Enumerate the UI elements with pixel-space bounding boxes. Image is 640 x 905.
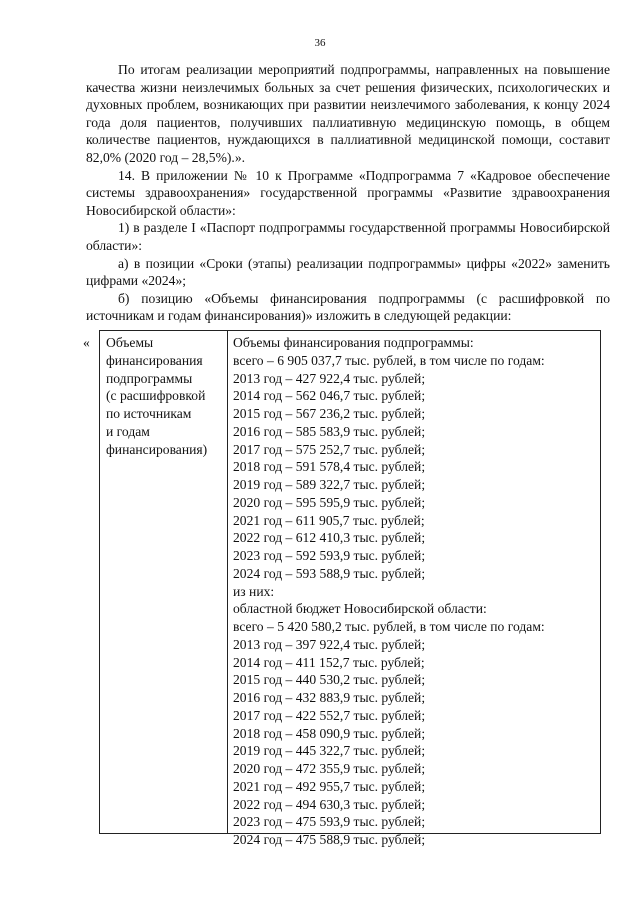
label-line: Объемы	[106, 335, 154, 350]
content-line: 2017 год – 575 252,7 тыс. рублей;	[233, 441, 426, 457]
content-line: 2018 год – 458 090,9 тыс. рублей;	[233, 725, 426, 741]
content-line: всего – 5 420 580,2 тыс. рублей, в том числе по годам:	[233, 619, 545, 634]
content-line: из них:	[233, 583, 275, 599]
content-line: 2022 год – 494 630,3 тыс. рублей;	[233, 796, 426, 812]
content-line: 2014 год – 562 046,7 тыс. рублей;	[233, 388, 426, 404]
financing-table	[99, 330, 601, 847]
label-line: финансирования	[106, 352, 203, 368]
financing-content-cell	[228, 331, 600, 847]
content-line: 2022 год – 612 410,3 тыс. рублей;	[233, 530, 426, 546]
content-line: 2018 год – 591 578,4 тыс. рублей;	[233, 459, 426, 475]
content-line: 2020 год – 595 595,9 тыс. рублей;	[233, 494, 426, 510]
paragraph-section-1: 1) в разделе I «Паспорт подпрограммы государственной программы Новосибирской области»:	[86, 220, 610, 253]
content-line: 2021 год – 611 905,7 тыс. рублей;	[233, 512, 425, 528]
content-line: 2013 год – 427 922,4 тыс. рублей;	[233, 370, 426, 386]
content-line: 2024 год – 475 588,9 тыс. рублей;	[233, 832, 426, 847]
paragraph-results: По итогам реализации мероприятий подпрограммы, направленных на повышение качества жизни неизлечимых больных за счет решения физических, психологических и духовных проблем, возникающих при развитии неизлечимого заболевания, к концу 2024 года доля пациентов, получивших паллиативную медицинскую помощь, в общем количестве пациентов, нуждающихся в паллиативной медицинской помощи, составит 82,0% (2020 год – 28,5%).».	[86, 62, 610, 165]
content-line: Объемы финансирования подпрограммы:	[233, 335, 474, 350]
content-line: 2017 год – 422 552,7 тыс. рублей;	[233, 707, 426, 723]
label-line: подпрограммы	[106, 370, 193, 386]
content-line: 2023 год – 592 593,9 тыс. рублей;	[233, 548, 426, 563]
content-line: всего – 6 905 037,7 тыс. рублей, в том числе по годам:	[233, 352, 545, 368]
label-line: и годам	[106, 423, 150, 439]
content-line: 2023 год – 475 593,9 тыс. рублей;	[233, 814, 426, 830]
content-line: 2013 год – 397 922,4 тыс. рублей;	[233, 636, 426, 652]
paragraph-subitem-a: а) в позиции «Сроки (этапы) реализации подпрограммы» цифры «2022» заменить цифрами «2024»;	[86, 255, 610, 289]
page-number: 36	[314, 37, 326, 49]
paragraph-subitem-b: б) позицию «Объемы финансирования подпрограммы (с расшифровкой по источникам и годам финансирования)» изложить в следующей редакции:	[86, 290, 610, 324]
financing-label-cell	[100, 331, 228, 833]
label-line: (с расшифровкой	[106, 388, 206, 404]
content-line: 2021 год – 492 955,7 тыс. рублей;	[233, 778, 426, 794]
content-line: 2014 год – 411 152,7 тыс. рублей;	[233, 654, 425, 670]
opening-quote: «	[83, 335, 90, 350]
content-line: 2020 год – 472 355,9 тыс. рублей;	[233, 761, 426, 776]
paragraph-item-14: 14. В приложении № 10 к Программе «Подпрограмма 7 «Кадровое обеспечение системы здравоохранения» государственной программы «Развитие здравоохранения Новосибирской области»:	[86, 167, 610, 218]
label-line: финансирования)	[106, 441, 208, 457]
content-line: областной бюджет Новосибирской области:	[233, 601, 487, 617]
content-line: 2015 год – 567 236,2 тыс. рублей;	[233, 406, 426, 421]
content-line: 2024 год – 593 588,9 тыс. рублей;	[233, 565, 426, 581]
content-line: 2019 год – 445 322,7 тыс. рублей;	[233, 743, 426, 759]
content-line: 2016 год – 432 883,9 тыс. рублей;	[233, 690, 426, 705]
content-line: 2015 год – 440 530,2 тыс. рублей;	[233, 672, 426, 688]
document-text	[86, 61, 610, 325]
label-line: по источникам	[106, 406, 192, 421]
content-line: 2016 год – 585 583,9 тыс. рублей;	[233, 423, 426, 439]
content-line: 2019 год – 589 322,7 тыс. рублей;	[233, 477, 426, 492]
